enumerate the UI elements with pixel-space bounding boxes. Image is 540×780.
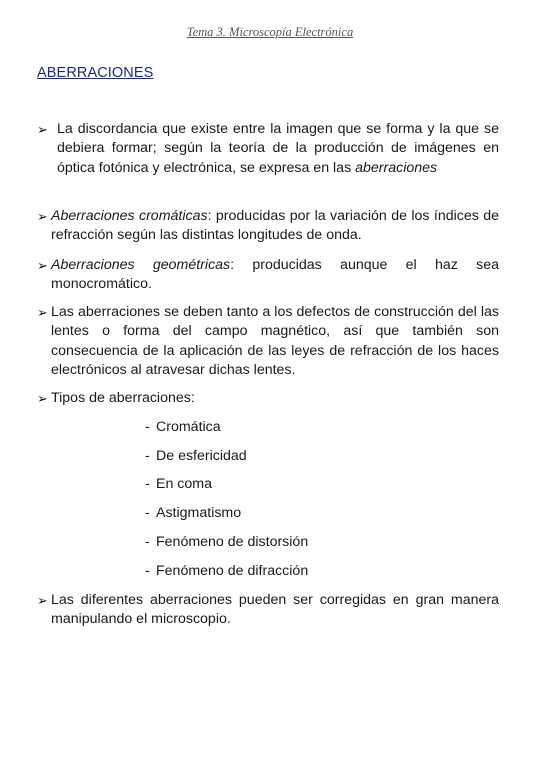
sub-item-esfericidad: - De esfericidad — [145, 448, 247, 464]
bullet-text: Las aberraciones se deben tanto a los defectos de construcción del las lentes o forma del campo magnético, así que también son consecuencia de la aplicación de las leyes de refracción de los haces electrónicos al atravesar dichas lentes. — [51, 304, 499, 378]
arrow-bullet-icon: ➢ — [37, 258, 48, 273]
page-header: Tema 3. Microscopía Electrónica — [186, 25, 354, 39]
sub-item-difraccion: - Fenómeno de difracción — [145, 563, 309, 579]
bullet-item-geometric — [37, 256, 499, 295]
arrow-bullet-icon: ➢ — [37, 209, 48, 224]
section-title: ABERRACIONES — [37, 65, 154, 81]
bullet-item-causes — [37, 303, 499, 380]
bullet-item-types — [37, 389, 499, 408]
sub-item-cromatica: - Cromática — [145, 419, 221, 435]
bullet-text: Tipos de aberraciones: — [51, 390, 195, 406]
bullet-item-chromatic — [37, 207, 499, 246]
bullet-text: La discordancia que existe entre la imagen que se forma y la que se debiera formar; según la teoría de la producción de imágenes en óptica fotónica y electrónica, se expresa en las aberraciones — [57, 121, 499, 176]
arrow-bullet-icon: ➢ — [37, 391, 48, 406]
bullet-item-definition — [37, 120, 499, 178]
arrow-bullet-icon: ➢ — [37, 122, 48, 137]
arrow-bullet-icon: ➢ — [37, 305, 48, 320]
bullet-text: Aberraciones geométricas: producidas aunque el haz sea monocromático. — [51, 257, 500, 293]
bullet-text: Las diferentes aberraciones pueden ser corregidas en gran manera manipulando el microscopio. — [51, 592, 499, 628]
bullet-item-correction — [37, 591, 499, 630]
bullet-text: Aberraciones cromáticas: producidas por la variación de los índices de refracción según las distintas longitudes de onda. — [51, 208, 500, 244]
sub-item-distorsion: - Fenómeno de distorsión — [145, 534, 309, 550]
arrow-bullet-icon: ➢ — [37, 593, 48, 608]
sub-item-astigmatismo: - Astigmatismo — [145, 505, 242, 521]
sub-item-coma: - En coma — [145, 476, 212, 492]
